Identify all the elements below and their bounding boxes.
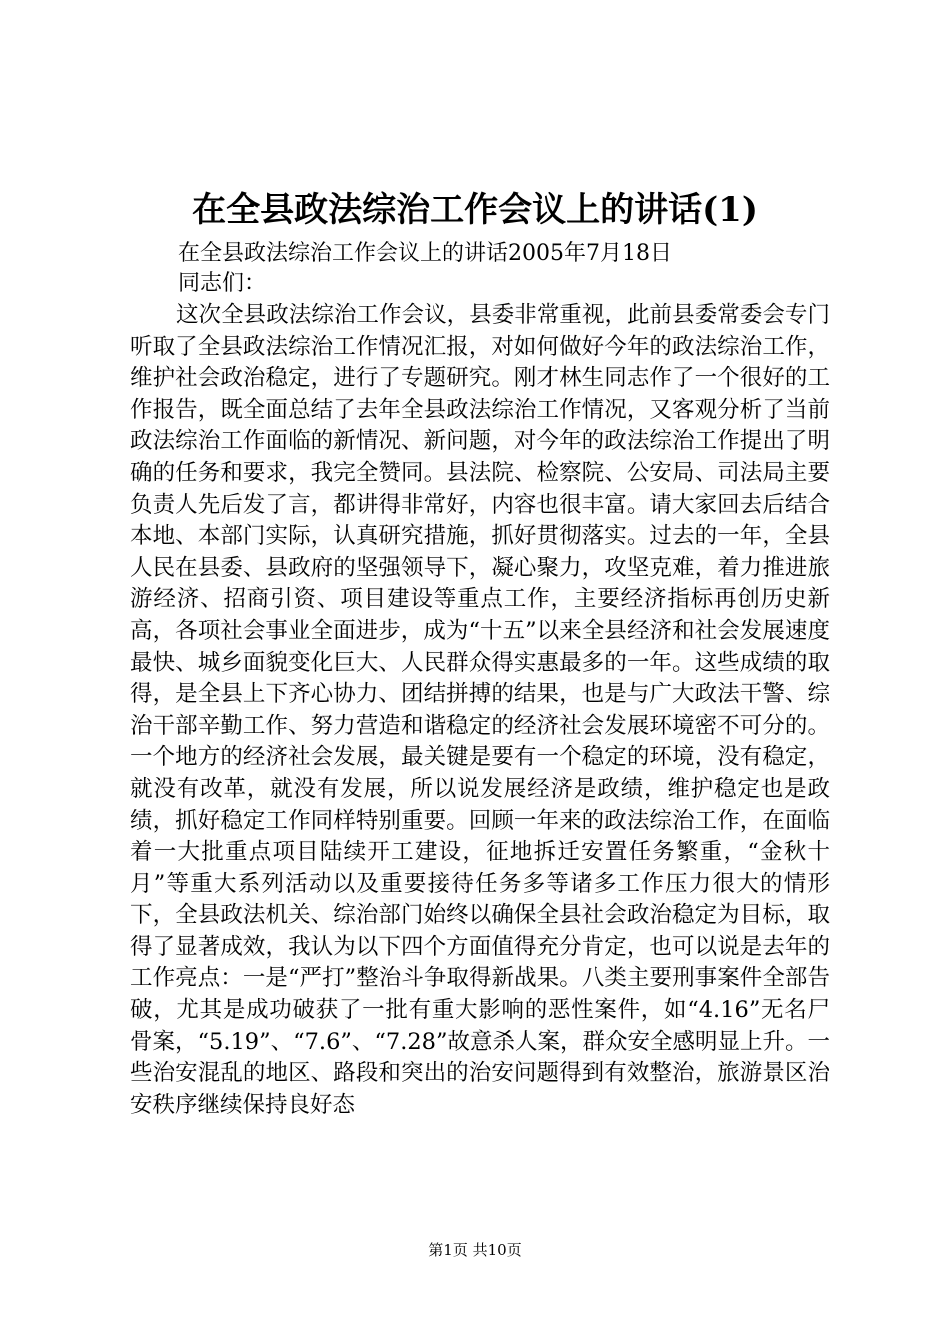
salutation: 同志们：	[178, 271, 267, 296]
speech-date-line: 在全县政法综治工作会议上的讲话2005年7月18日	[178, 241, 672, 266]
page-indicator: 第1页 共10页	[428, 1241, 522, 1259]
document-title: 在全县政法综治工作会议上的讲话(1)	[192, 190, 758, 230]
body-paragraph: 这次全县政法综治工作会议，县委非常重视，此前县委常委会专门听取了全县政法综治工作情况汇报，对如何做好今年的政法综治工作，维护社会政治稳定，进行了专题研究。刚才林生同志作了一个很好的工作报告，既全面总结了去年全县政法综治工作情况，又客观分析了当前政法综治工作面临的新情况、新问题，对今年的政法综治工作提出了明确的任务和要求，我完全赞同。县法院、检察院、公安局、司法局主要负责人先后发了言，都讲得非常好，内容也很丰富。请大家回去后结合本地、本部门实际，认真研究措施，抓好贯彻落实。过去的一年，全县人民在县委、县政府的坚强领导下，凝心聚力，攻坚克难，着力推进旅游经济、招商引资、项目建设等重点工作，主要经济指标再创历史新高，各项社会事业全面进步，成为“十五”以来全县经济和社会发展速度最快、城乡面貌变化巨大、人民群众得实惠最多的一年。这些成绩的取得，是全县上下齐心协力、团结拼搏的结果，也是与广大政法干警、综治干部辛勤工作、努力营造和谐稳定的经济社会发展环境密不可分的。一个地方的经济社会发展，最关键是要有一个稳定的环境，没有稳定，就没有改革，就没有发展，所以说发展经济是政绩，维护稳定也是政绩，抓好稳定工作同样特别重要。回顾一年来的政法综治工作，在面临着一大批重点项目陆续开工建设，征地拆迁安置任务繁重，“金秋十月”等重大系列活动以及重要接待任务多等诸多工作压力很大的情形下，全县政法机关、综治部门始终以确保全县社会政治稳定为目标，取得了显著成效，我认为以下四个方面值得充分肯定，也可以说是去年的工作亮点：一是“严打”整治斗争取得新战果。八类主要刑事案件全部告破，尤其是成功破获了一批有重大影响的恶性案件，如“4.16”无名尸骨案，“5.19”、“7.6”、“7.28”故意杀人案，群众安全感明显上升。一些治安混乱的地区、路段和突出的治安问题得到有效整治，旅游景区治安秩序继续保持良好态	[130, 302, 830, 1118]
